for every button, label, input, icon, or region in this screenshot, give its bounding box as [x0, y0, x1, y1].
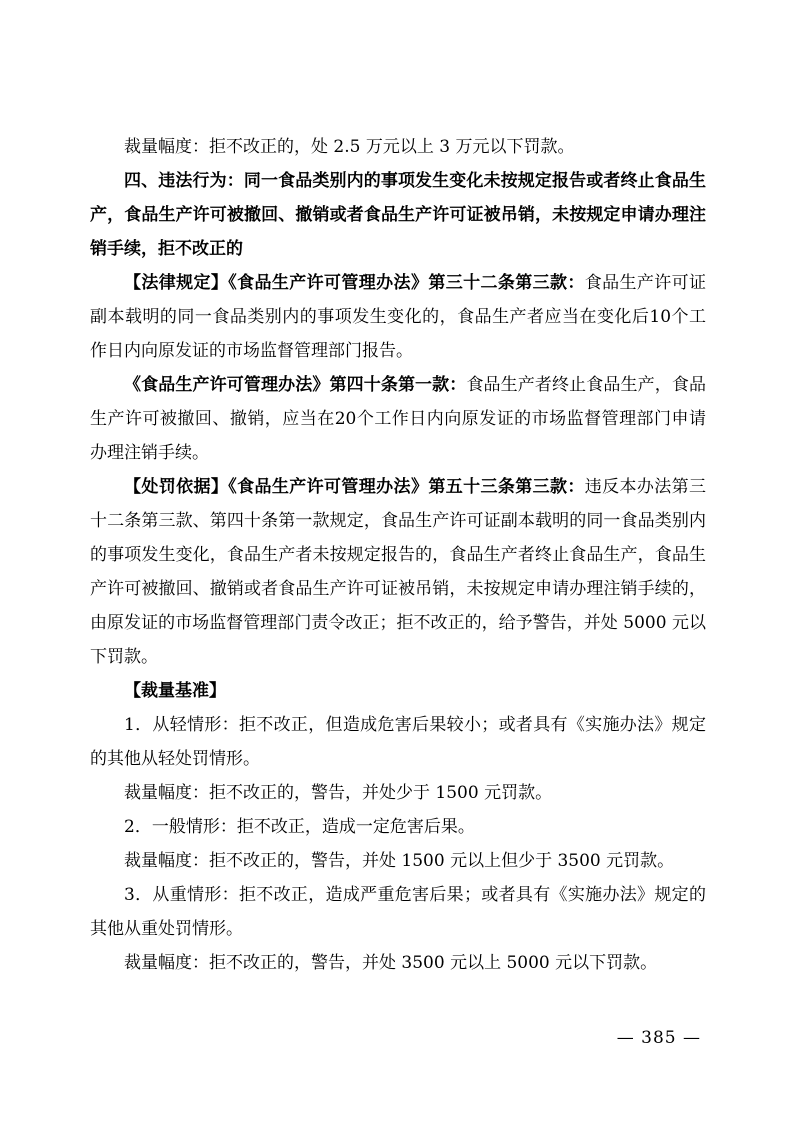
text-run: 1．从轻情形：拒不改正，但造成危害后果较小；或者具有《实施办法》规定的其他从轻处罚情形。	[90, 715, 706, 769]
paragraph-penalty-basis-article-53	[90, 470, 706, 674]
paragraph-discretion-range-intro	[90, 130, 706, 164]
text-run: 裁量幅度：拒不改正的，处 2.5 万元以上 3 万元以下罚款。	[124, 137, 575, 157]
text-run: 2．一般情形：拒不改正，造成一定危害后果。	[124, 817, 475, 837]
paragraph-legal-basis-article-32	[90, 266, 706, 368]
text-run: 食品生产许可证副本载明的同一食品类别内的事项发生变化的，食品生产者应当在变化后10个工作日内向原发证的市场监督管理部门报告。	[90, 273, 707, 361]
bold-text-run: 【处罚依据】《食品生产许可管理办法》第五十三条第三款：	[124, 477, 585, 497]
text-run: 食品生产者终止食品生产，食品生产许可被撤回、撤销，应当在20个工作日内向原发证的市场监督管理部门申请办理注销手续。	[90, 375, 707, 463]
bold-text-run: 《食品生产许可管理办法》第四十条第一款：	[124, 375, 467, 395]
paragraph-item-1-range	[90, 776, 706, 810]
text-run: 3．从重情形：拒不改正，造成严重危害后果；或者具有《实施办法》规定的其他从重处罚情形。	[90, 885, 706, 939]
page-number: — 385 —	[616, 1028, 701, 1048]
bold-text-run: 【法律规定】《食品生产许可管理办法》第三十二条第三款：	[124, 273, 585, 293]
paragraph-discretion-benchmark-heading	[90, 674, 706, 708]
text-run: 裁量幅度：拒不改正的，警告，并处少于 1500 元罚款。	[124, 783, 553, 803]
paragraph-item-3-heavy	[90, 878, 706, 946]
paragraph-legal-basis-article-40	[90, 368, 706, 470]
paragraph-violation-heading	[90, 164, 706, 266]
text-run: 违反本办法第三十二条第三款、第四十条第一款规定，食品生产许可证副本载明的同一食品类别内的事项发生变化，食品生产者未按规定报告的，食品生产者终止食品生产，食品生产许可被撤回、撤销或者食品生产许可证被吊销，未按规定申请办理注销手续的，由原发证的市场监督管理部门责令改正；拒不改正的，给予警告，并处 5000 元以下罚款。	[90, 477, 707, 667]
paragraph-item-2-range	[90, 844, 706, 878]
document-content	[90, 130, 706, 980]
paragraph-item-2-general	[90, 810, 706, 844]
text-run: 裁量幅度：拒不改正的，警告，并处 1500 元以上但少于 3500 元罚款。	[124, 851, 675, 871]
text-run: 裁量幅度：拒不改正的，警告，并处 3500 元以上 5000 元以下罚款。	[124, 953, 658, 973]
bold-text-run: 【裁量基准】	[124, 681, 226, 701]
paragraph-item-3-range	[90, 946, 706, 980]
paragraph-item-1-light	[90, 708, 706, 776]
bold-text-run: 四、违法行为：同一食品类别内的事项发生变化未按规定报告或者终止食品生产，食品生产许可被撤回、撤销或者食品生产许可证被吊销，未按规定申请办理注销手续，拒不改正的	[90, 171, 706, 259]
